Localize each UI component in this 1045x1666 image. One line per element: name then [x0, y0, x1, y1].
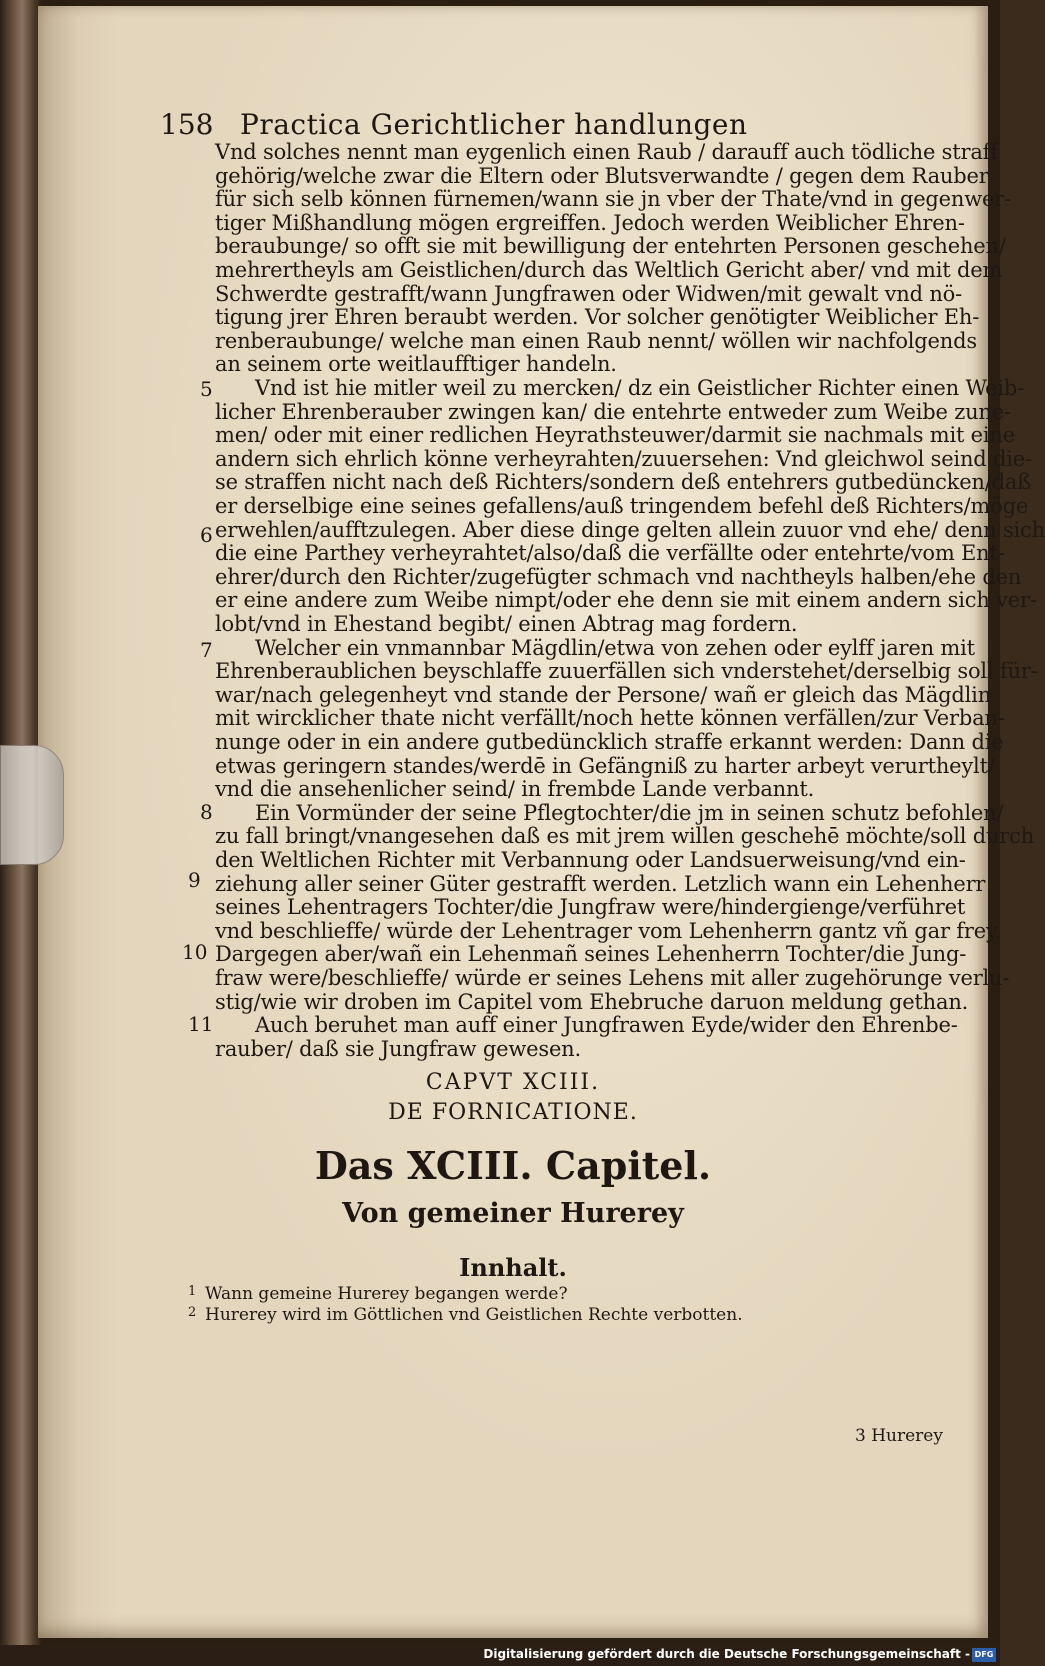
- text-line: vnd beschlieffe/ würde der Lehentrager vom Lehenherrn gantz vñ gar frey.: [215, 918, 1002, 943]
- text-line: für sich selb können fürnemen/wann sie jn vber der Thate/vnd in gegenwer-: [215, 187, 1011, 212]
- text-line: mehrertheyls am Geistlichen/durch das Weltlich Gericht aber/ vnd mit dem: [215, 258, 1003, 282]
- page-number: 158: [160, 108, 214, 141]
- text-line: an seinem orte weitlaufftiger handeln.: [215, 352, 617, 377]
- text-line: war/nach gelegenheyt vnd stande der Persone/ wañ er gleich das Mägdlin: [215, 682, 992, 707]
- chapter-subtitle: Von gemeiner Hurerey: [342, 1198, 684, 1229]
- margin-number: 6: [200, 523, 213, 547]
- text-line: Ehrenberaublichen beyschlaffe zuuerfällen sich vnderstehet/derselbig soll für-: [215, 659, 1038, 684]
- text-line: andern sich ehrlich könne verheyrahten/zuuersehen: Vnd gleichwol seind die-: [215, 446, 1032, 471]
- dfg-logo: DFG: [972, 1648, 996, 1662]
- text-line: Vnd ist hie mitler weil zu mercken/ dz ein Geistlicher Richter einen Weib-: [255, 376, 1024, 400]
- text-line: Auch beruhet man auff einer Jungfrawen Eyde/wider den Ehrenbe-: [255, 1013, 958, 1038]
- text-line: zu fall bringt/vnangesehen daß es mit jrem willen geschehē möchte/soll durch: [215, 824, 1035, 849]
- text-line: mit wircklicher thate nicht verfällt/noch hette können verfällen/zur Verban-: [215, 706, 1005, 731]
- text-line: licher Ehrenberauber zwingen kan/ die entehrte entweder zum Weibe zune-: [215, 399, 1011, 424]
- margin-number: 5: [200, 377, 213, 401]
- text-line: stig/wie wir droben im Capitel vom Ehebruche daruon meldung gethan.: [215, 989, 969, 1014]
- toc-item: [188, 1305, 743, 1325]
- page-clip: [0, 745, 64, 865]
- text-line: er eine andere zum Weibe nimpt/oder ehe denn sie mit einem andern sich ver-: [215, 588, 1037, 613]
- text-line: beraubunge/ so offt sie mit bewilligung der entehrten Personen geschehen/: [215, 234, 1006, 259]
- toc-number: 1: [188, 1284, 197, 1299]
- text-line: ziehung aller seiner Güter gestrafft werden. Letzlich wann ein Lehenherr: [215, 871, 986, 896]
- text-line: tiger Mißhandlung mögen ergreiffen. Jedoch werden Weiblicher Ehren-: [215, 210, 965, 235]
- latin-title: DE FORNICATIONE.: [388, 1100, 638, 1125]
- text-line: den Weltlichen Richter mit Verbannung oder Landsuerweisung/vnd ein-: [215, 848, 966, 872]
- toc-text: Wann gemeine Hurerey begangen werde?: [205, 1284, 568, 1304]
- text-line: seines Lehentragers Tochter/die Jungfraw were/hindergienge/verführet: [215, 895, 966, 920]
- text-line: Welcher ein vnmannbar Mägdlin/etwa von zehen oder eylff jaren mit: [255, 635, 975, 660]
- digitization-footer: [0, 1645, 1000, 1666]
- toc-item: [188, 1284, 568, 1304]
- text-line: nunge oder in ein andere gutbedüncklich straffe erkannt werden: Dann die: [215, 730, 1004, 754]
- margin-number: 7: [200, 638, 213, 662]
- funding-credit: Digitalisierung gefördert durch die Deutsche Forschungsgemeinschaft -: [483, 1647, 970, 1661]
- text-line: tigung jrer Ehren beraubt werden. Vor solcher genötigter Weiblicher Eh-: [215, 305, 980, 330]
- chapter-heading: Das XCIII. Capitel.: [314, 1143, 712, 1188]
- running-head: Practica Gerichtlicher handlungen: [240, 108, 748, 141]
- catchword: 3 Hurerey: [855, 1426, 943, 1446]
- text-line: men/ oder mit einer redlichen Heyrathsteuwer/darmit sie nachmals mit eine: [215, 423, 1015, 448]
- margin-number: 11: [188, 1012, 214, 1036]
- text-line: gehörig/welche zwar die Eltern oder Blutsverwandte / gegen dem Rauber: [215, 163, 989, 188]
- text-line: vnd die ansehenlicher seind/ in frembde Lande verbannt.: [215, 777, 815, 802]
- margin-number: 9: [188, 868, 201, 892]
- text-line: die eine Parthey verheyrahtet/also/daß die verfällte oder entehrte/vom Ent-: [215, 541, 1005, 566]
- contents-heading: Innhalt.: [459, 1253, 567, 1282]
- text-line: erwehlen/aufftzulegen. Aber diese dinge gelten allein zuuor vnd ehe/ denn sich: [215, 517, 1045, 542]
- toc-text: Hurerey wird im Göttlichen vnd Geistlichen Rechte verbotten.: [205, 1305, 743, 1325]
- text-line: renberaubunge/ welche man einen Raub nennt/ wöllen wir nachfolgends: [215, 328, 977, 353]
- text-line: rauber/ daß sie Jungfraw gewesen.: [215, 1036, 581, 1061]
- toc-number: 2: [188, 1305, 197, 1320]
- text-line: er derselbige eine seines gefallens/auß tringendem befehl deß Richters/möge: [215, 494, 1029, 518]
- text-line: se straffen nicht nach deß Richters/sondern deß entehrers gutbedüncken/daß: [215, 470, 1032, 495]
- margin-number: 8: [200, 800, 213, 824]
- text-line: fraw were/beschlieffe/ würde er seines Lehens mit aller zugehörunge verlu-: [215, 966, 1010, 990]
- text-line: ehrer/durch den Richter/zugefügter schmach vnd nachtheyls halben/ehe den: [215, 564, 1022, 589]
- caput-title: CAPVT XCIII.: [425, 1070, 601, 1095]
- text-line: Ein Vormünder der seine Pflegtochter/die jm in seinen schutz befohlen/: [255, 800, 1004, 825]
- text-line: Schwerdte gestrafft/wann Jungfrawen oder Widwen/mit gewalt vnd nö-: [215, 281, 962, 306]
- text-line: lobt/vnd in Ehestand begibt/ einen Abtrag mag fordern.: [215, 612, 798, 636]
- text-line: etwas geringern standes/werdē in Gefängniß zu harter arbeyt verurtheylt/: [215, 753, 995, 778]
- margin-number: 10: [182, 940, 208, 964]
- text-line: Dargegen aber/wañ ein Lehenmañ seines Lehenherrn Tochter/die Jung-: [215, 942, 967, 967]
- text-line: Vnd solches nennt man eygenlich einen Raub / darauff auch tödliche straff: [215, 140, 998, 164]
